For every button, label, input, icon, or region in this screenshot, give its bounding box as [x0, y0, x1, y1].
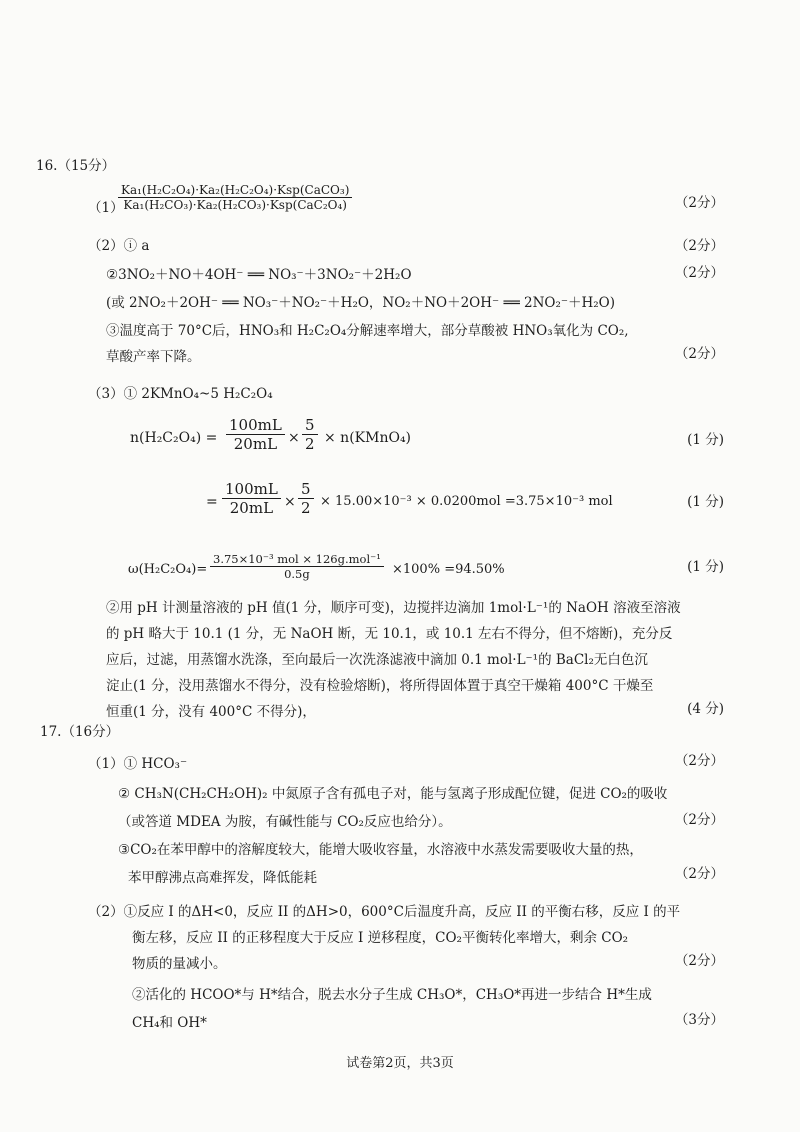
- q16-p3-line2a: ②用 pH 计测量溶液的 pH 值(1 分，顺序可变)，边搅拌边滴加 1mol·L⁻¹的 NaOH 溶液至溶液: [106, 600, 681, 616]
- eq3-lhs: ω(H₂C₂O₄)=: [128, 562, 208, 577]
- eq2-fa-den: 20mL: [229, 499, 274, 517]
- q16-p3-line2c: 应后，过滤，用蒸馏水洗涤，至向最后一次洗涤滤液中滴加 0.1 mol·L⁻¹的 BaCl₂无白色沉: [106, 652, 648, 668]
- q17-p2-line1: （2）①反应 I 的ΔH<0，反应 II 的ΔH>0，600°C后温度升高，反应 II 的平衡右移，反应 I 的平: [88, 904, 681, 920]
- eq3-rest: ×100% =94.50%: [392, 562, 505, 577]
- q17-p1-score3: （2分）: [674, 812, 724, 828]
- eq1-fb-den: 2: [305, 435, 315, 453]
- q17-p1-line5: 苯甲醇沸点高难挥发，降低能耗: [128, 870, 317, 886]
- eq1-score: (1 分): [687, 432, 724, 448]
- q17-p1-line3: （或答道 MDEA 为胺，有碱性能与 CO₂反应也给分）。: [118, 814, 452, 830]
- q16-p2-line2: ②3NO₂＋NO＋4OH⁻ ══ NO₃⁻＋3NO₂⁻＋2H₂O: [106, 267, 412, 283]
- q16-p2-line3: (或 2NO₂＋2OH⁻ ══ NO₃⁻＋NO₂⁻＋H₂O，NO₂＋NO＋2OH⁻ ══ 2NO₂⁻＋H₂O): [106, 295, 616, 311]
- eq2-rest: × 15.00×10⁻³ × 0.0200mol =3.75×10⁻³ mol: [320, 494, 613, 509]
- q17-p2-line2: 衡左移，反应 II 的正移程度大于反应 I 逆移程度，CO₂平衡转化率增大，剩余 CO₂: [132, 930, 629, 946]
- q16-p2-line1: （2）ⓘ a: [88, 238, 150, 254]
- q17-p1-score5: （2分）: [674, 866, 724, 882]
- q16-p3-line2e: 恒重(1 分，没有 400°C 不得分)，: [106, 704, 316, 720]
- q16-p2-line5: 草酸产率下降。: [106, 349, 201, 365]
- q16-p1-fraction: [118, 183, 352, 212]
- q16-p2-line4: ③温度高于 70°C后，HNO₃和 H₂C₂O₄分解速率增大，部分草酸被 HNO₃氧化为 CO₂,: [106, 323, 629, 339]
- q16-p3-line2b: 的 pH 略大于 10.1 (1 分，无 NaOH 断，无 10.1，或 10.1 左右不得分，但不熔断)，充分反: [106, 626, 673, 642]
- eq2-fb-den: 2: [301, 499, 311, 517]
- q17-header: 17.（16分）: [40, 724, 120, 740]
- q16-p3-score2e: (4 分): [687, 701, 724, 717]
- q17-p2-line5: CH₄和 OH*: [132, 1015, 207, 1031]
- page-footer: 试卷第2页，共3页: [346, 1056, 454, 1071]
- eq3-den: 0.5g: [284, 567, 310, 581]
- q16-header: 16.（15分）: [36, 158, 116, 174]
- eq2-fraction-b: [298, 480, 314, 517]
- q16-p2-score5: （2分）: [674, 346, 724, 362]
- eq1-rest: × n(KMnO₄): [324, 430, 412, 446]
- eq1-fraction-a: [226, 416, 285, 453]
- q17-p2-line3: 物质的量减小。: [132, 956, 227, 972]
- q17-p1-line2: ② CH₃N(CH₂CH₂OH)₂ 中氮原子含有孤电子对，能与氢离子形成配位键，促进 CO₂的吸收: [118, 786, 668, 802]
- eq2-fb-num: 5: [301, 480, 311, 498]
- q16-p3-line2d: 淀止(1 分，没用蒸馏水不得分，没有检验熔断)，将所得固体置于真空干燥箱 400°C 干燥至: [106, 678, 654, 694]
- eq2-fraction-a: [222, 480, 281, 517]
- q17-p2-score3: （2分）: [674, 953, 724, 969]
- eq3-score: (1 分): [687, 559, 724, 575]
- eq1-fa-den: 20mL: [233, 435, 278, 453]
- eq1-times: ×: [288, 430, 300, 446]
- eq2-times: ×: [284, 494, 296, 510]
- q16-p1-numerator: Ka₁(H₂C₂O₄)·Ka₂(H₂C₂O₄)·Ksp(CaCO₃): [121, 183, 350, 197]
- eq1-lhs: n(H₂C₂O₄) =: [130, 430, 218, 446]
- q16-p1-score: （2分）: [674, 195, 724, 211]
- q17-p2-line4: ②活化的 HCOO*与 H*结合，脱去水分子生成 CH₃O*，CH₃O*再进一步结合 H*生成: [132, 987, 652, 1003]
- eq2-score: (1 分): [687, 494, 724, 510]
- eq2-fa-num: 100mL: [225, 480, 278, 498]
- eq2-equals: =: [206, 494, 218, 510]
- q16-p1-denominator: Ka₁(H₂CO₃)·Ka₂(H₂CO₃)·Ksp(CaC₂O₄): [123, 198, 347, 212]
- q17-p1-line1: （1）① HCO₃⁻: [88, 756, 188, 772]
- eq1-fb-num: 5: [305, 416, 315, 434]
- q17-p1-score1: （2分）: [674, 753, 724, 769]
- eq3-fraction: [210, 552, 384, 581]
- eq3-num: 3.75×10⁻³ mol × 126g.mol⁻¹: [213, 552, 381, 566]
- q16-p2-score2: （2分）: [674, 265, 724, 281]
- eq1-fraction-b: [302, 416, 318, 453]
- q16-p2-score1: （2分）: [674, 238, 724, 254]
- q16-p1-label: （1）: [88, 200, 124, 216]
- eq1-fa-num: 100mL: [229, 416, 282, 434]
- q16-p3-line1: （3）① 2KMnO₄~5 H₂C₂O₄: [88, 386, 273, 402]
- q17-p1-line4: ③CO₂在苯甲醇中的溶解度较大，能增大吸收容量，水溶液中水蒸发需要吸收大量的热，: [118, 842, 643, 858]
- q17-p2-score5: （3分）: [674, 1012, 724, 1028]
